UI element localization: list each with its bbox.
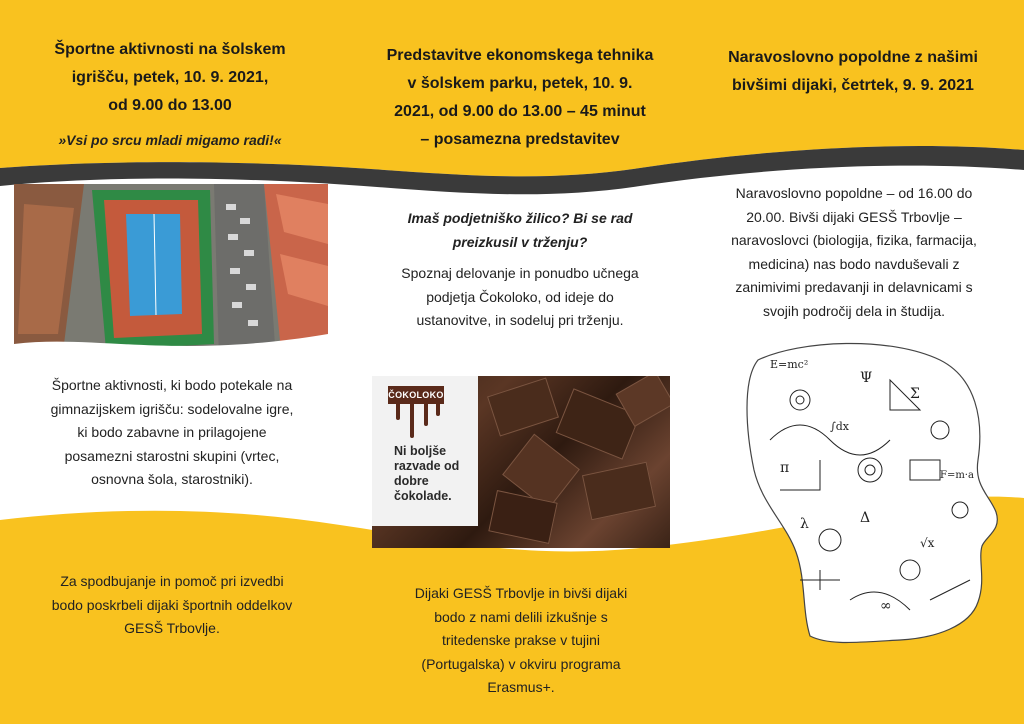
sport-event-title: Športne aktivnosti na šolskem igrišču, petek, 10. 9. 2021, od 9.00 do 13.00 [54, 41, 286, 114]
sports-field-photo [14, 184, 328, 360]
economics-presentation-description: Spoznaj delovanje in ponudbo učnega podjetja Čokoloko, od ideje do ustanovitve, in sodeluj pri trženju. [401, 265, 639, 328]
science-afternoon-title: Naravoslovno popoldne z našimi bivšimi dijaki, četrtek, 9. 9. 2021 [728, 49, 978, 94]
erasmus-experience: Dijaki GESŠ Trbovlje in bivši dijaki bodo z nami delili izkušnje s tritedenske prakse v tujini (Portugalska) v okviru programa Erasmus+. [414, 585, 628, 695]
chocolate-photo [372, 376, 670, 548]
chocolate-label-card [372, 376, 478, 526]
entrepreneur-question: Imaš podjetniško žilico? Bi se rad preizkusil v trženju? [407, 210, 633, 250]
chocolate-slogan: Ni boljše razvade od dobre čokolade. [394, 444, 460, 503]
cokoloko-logo: ČOKOLOKO [388, 386, 444, 404]
economics-presentation-title: Predstavitve ekonomskega tehnika v šolskem parku, petek, 10. 9. 2021, od 9.00 do 13.00 – 45 minut – posamezna predstavitev [386, 47, 654, 148]
sport-event-motto: »Vsi po srcu mladi migamo radi!« [58, 132, 282, 148]
sport-event-description: Športne aktivnosti, ki bodo potekale na gimnazijskem igrišču: sodelovalne igre, ki bodo zabavne in prilagojene posamezni starostni skupini (vrtec, osnovna šola, starostniki). [50, 377, 294, 487]
science-afternoon-description: Naravoslovno popoldne – od 16.00 do 20.00. Bivši dijaki GESŠ Trbovlje – naravoslovci (biologija, fizika, farmacija, medicina) nas bodo navduševali z zanimivimi predavanji in delavnicami s svojih področij dela in študija. [731, 185, 977, 319]
science-formulas-illustration: E=mc² Ψ Σ ∫dx π √x Δ λ ∞ F=m·a [740, 340, 1010, 650]
sport-event-helpers: Za spodbujanje in pomoč pri izvedbi bodo poskrbeli dijaki športnih oddelkov GESŠ Trbovlje. [51, 573, 293, 636]
